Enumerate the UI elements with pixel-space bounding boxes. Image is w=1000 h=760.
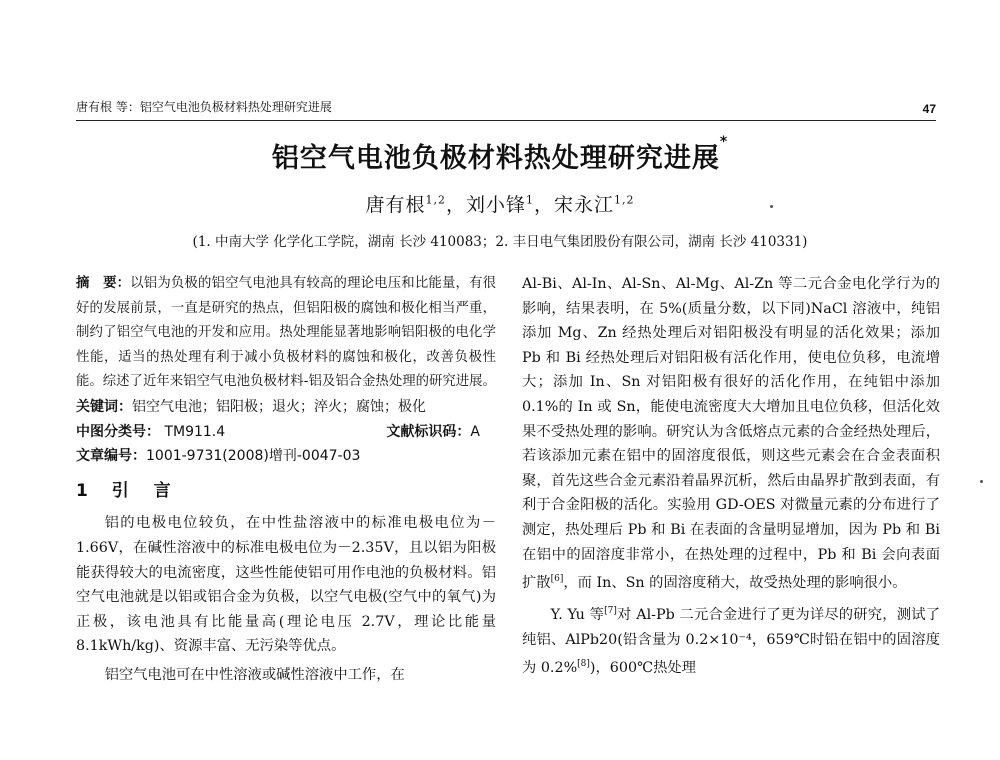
author-name: 宋永江	[554, 194, 615, 216]
classification-value: TM911.4	[164, 423, 226, 440]
section-title: 引 言	[111, 480, 175, 501]
citation-ref: [7]	[604, 606, 617, 617]
author-affiliation-mark: 1,2	[614, 193, 635, 207]
abstract-label: 摘 要：	[76, 276, 131, 291]
article-number-value: 1001-9731(2008)增刊-0047-03	[146, 448, 361, 465]
section-number: 1	[76, 480, 92, 501]
keywords-label: 关键词：	[76, 398, 132, 415]
running-header-title: 唐有根 等：铝空气电池负极材料热处理研究进展	[76, 100, 332, 114]
paragraph-text: Y. Yu 等	[550, 607, 605, 624]
page-number: 47	[922, 102, 936, 116]
right-column	[522, 272, 940, 681]
paragraph-text: Al-Bi、Al-In、Al-Sn、Al-Mg、Al-Zn 等二元合金电化学行为的影响，结果表明，在 5%(质量分数，以下同)NaCl 溶液中，纯铝添加 Mg、Zn 经热处理后对铝阳极没有明显的活化效果；添加 Pb 和 Bi 经热处理后对铝阳极有活化作用，使电位负移，电流增大；添加 In、Sn 对铝阳极有很好的活化作用，在纯铝中添加 0.1%的 In 或 Sn，能使电流密度大大增加且电位负移，但活化效果不受热处理的影响。研究认为含低熔点元素的合金经热处理后，若该添加元素在铝中的固溶度很低，则这些元素会在合金表面积聚，首先这些合金元素沿着晶界沉析，然后由晶界扩散到表面，有利于合金阳极的活化。实验用 GD-OES 对微量元素的分布进行了测定，热处理后 Pb 和 Bi 在表面的含量明显增加，因为 Pb 和 Bi 在铝中的固溶度非常小，在热处理的过程中，Pb 和 Bi 会向表面扩散	[522, 276, 940, 591]
keywords	[76, 395, 496, 420]
paragraph-text: 对 Al-Pb 二元合金进行了更为详尽的研究，测试了纯铝、AlPb20(铅含量为 0.2×10⁻⁴，659℃时铅在铝中的固溶度为 0.2%	[522, 607, 940, 677]
running-header	[76, 98, 936, 121]
abstract-text: 以铝为负极的铝空气电池具有较高的理论电压和比能量，有很好的发展前景，一直是研究的热点，但铝阳极的腐蚀和极化相当严重，制约了铝空气电池的开发和应用。热处理能显著地影响铝阳极的电化学性能，适当的热处理有利于减小负极材料的腐蚀和极化，改善负极性能。综述了近年来铝空气电池负极材料-铝及铝合金热处理的研究进展。	[76, 276, 497, 390]
citation-ref: [8]	[577, 659, 590, 670]
author-name: 唐有根	[365, 194, 426, 216]
title-footnote-mark: *	[719, 134, 729, 150]
paper-title	[0, 136, 1000, 175]
affiliation: (1. 中南大学 化学化工学院，湖南 长沙 410083；2. 丰日电气集团股份有限公司，湖南 长沙 410331)	[192, 234, 808, 250]
section-heading	[76, 479, 496, 504]
body-paragraph: 铝空气电池可在中性溶液或碱性溶液中工作，在	[104, 666, 405, 683]
author-name: 刘小锋	[465, 194, 526, 216]
document-code-label: 文献标识码：	[386, 423, 471, 440]
article-number-label: 文章编号：	[76, 448, 146, 465]
scan-speck	[980, 480, 983, 483]
author-affiliation-mark: 1	[526, 193, 534, 207]
paper-title-text: 铝空气电池负极材料热处理研究进展	[271, 143, 720, 174]
left-column	[76, 272, 496, 688]
body-paragraph	[522, 599, 940, 680]
author-list: 唐有根$^{1,2}$，刘小锋$^1$，宋永江$^{1,2}$	[365, 193, 635, 216]
body-paragraph	[522, 272, 940, 595]
body-paragraph: 铝的电极电位较负，在中性盐溶液中的标准电极电位为－1.66V，在碱性溶液中的标准电极电位为－2.35V，且以铝为阳极能获得较大的电流密度，这些性能使铝可用作电池的负极材料。铝空气电池就是以铝或铝合金为负极，以空气电极(空气中的氧气)为正极，该电池具有比能量高(理论电压 2.7V，理论比能量 8.1kWh/kg)、资源丰富、无污染等优点。	[76, 515, 496, 655]
article-number-line	[76, 444, 496, 469]
classification-label: 中图分类号：	[76, 423, 160, 440]
classification-line	[76, 420, 496, 445]
paragraph-text: )，600℃热处理	[589, 660, 696, 677]
abstract	[76, 272, 496, 395]
author-affiliation-mark: 1,2	[425, 193, 446, 207]
scan-speck	[770, 205, 773, 208]
document-code-value: A	[470, 423, 480, 440]
paragraph-text: ，而 In、Sn 的固溶度稍大，故受热处理的影响很小。	[563, 574, 907, 591]
keywords-text: 铝空气电池；铝阳极；退火；淬火；腐蚀；极化	[132, 398, 426, 415]
citation-ref: [6]	[550, 574, 564, 585]
